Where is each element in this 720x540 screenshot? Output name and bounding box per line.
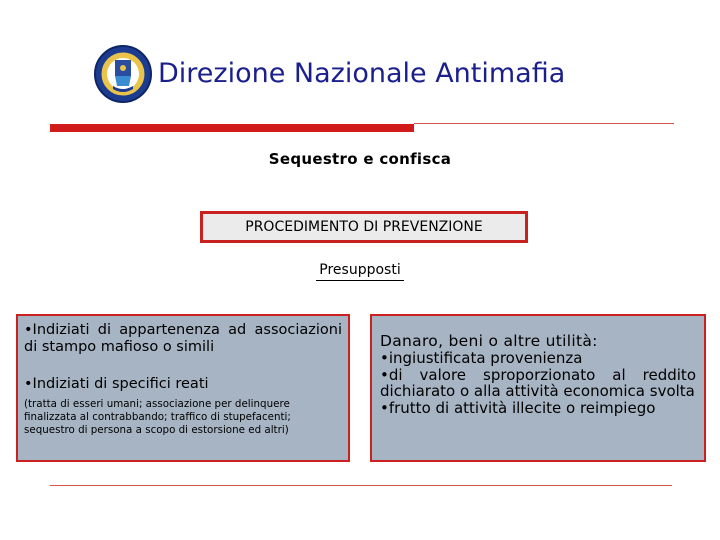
section-subtitle: Sequestro e confisca	[268, 150, 452, 168]
section-label	[0, 262, 720, 278]
section-label-text: Presupposti	[316, 262, 403, 281]
right-card	[370, 314, 706, 462]
procedure-box	[200, 211, 528, 243]
bottom-divider	[50, 485, 672, 486]
right-card-line-3: •frutto di attività illecite o reimpiego	[380, 398, 656, 417]
procedure-box-label: PROCEDIMENTO DI PREVENZIONE	[245, 219, 483, 235]
dna-emblem-logo	[93, 42, 153, 106]
right-card-line-2: •di valore sproporzionato al reddito dichiarato o alla attività economica svolta	[380, 365, 696, 400]
left-card-item-2-note: (tratta di esseri umani; associazione per delinquere finalizzata al contrabbando; traffico di stupefacenti; sequestro di persona a scopo di estorsione ed altri)	[24, 398, 291, 436]
left-card	[16, 314, 350, 462]
left-card-item-1: •Indiziati di appartenenza ad associazioni di stampo mafioso o simili	[24, 322, 342, 355]
title-underline-bar	[50, 124, 414, 132]
left-card-item-2: •Indiziati di specifici reati	[24, 376, 209, 392]
right-card-heading: Danaro, beni o altre utilità:	[380, 332, 598, 350]
right-card-line-1: •ingiustificata provenienza	[380, 349, 583, 367]
title-underline-thin	[414, 123, 674, 124]
page-title: Direzione Nazionale Antimafia	[158, 58, 566, 89]
